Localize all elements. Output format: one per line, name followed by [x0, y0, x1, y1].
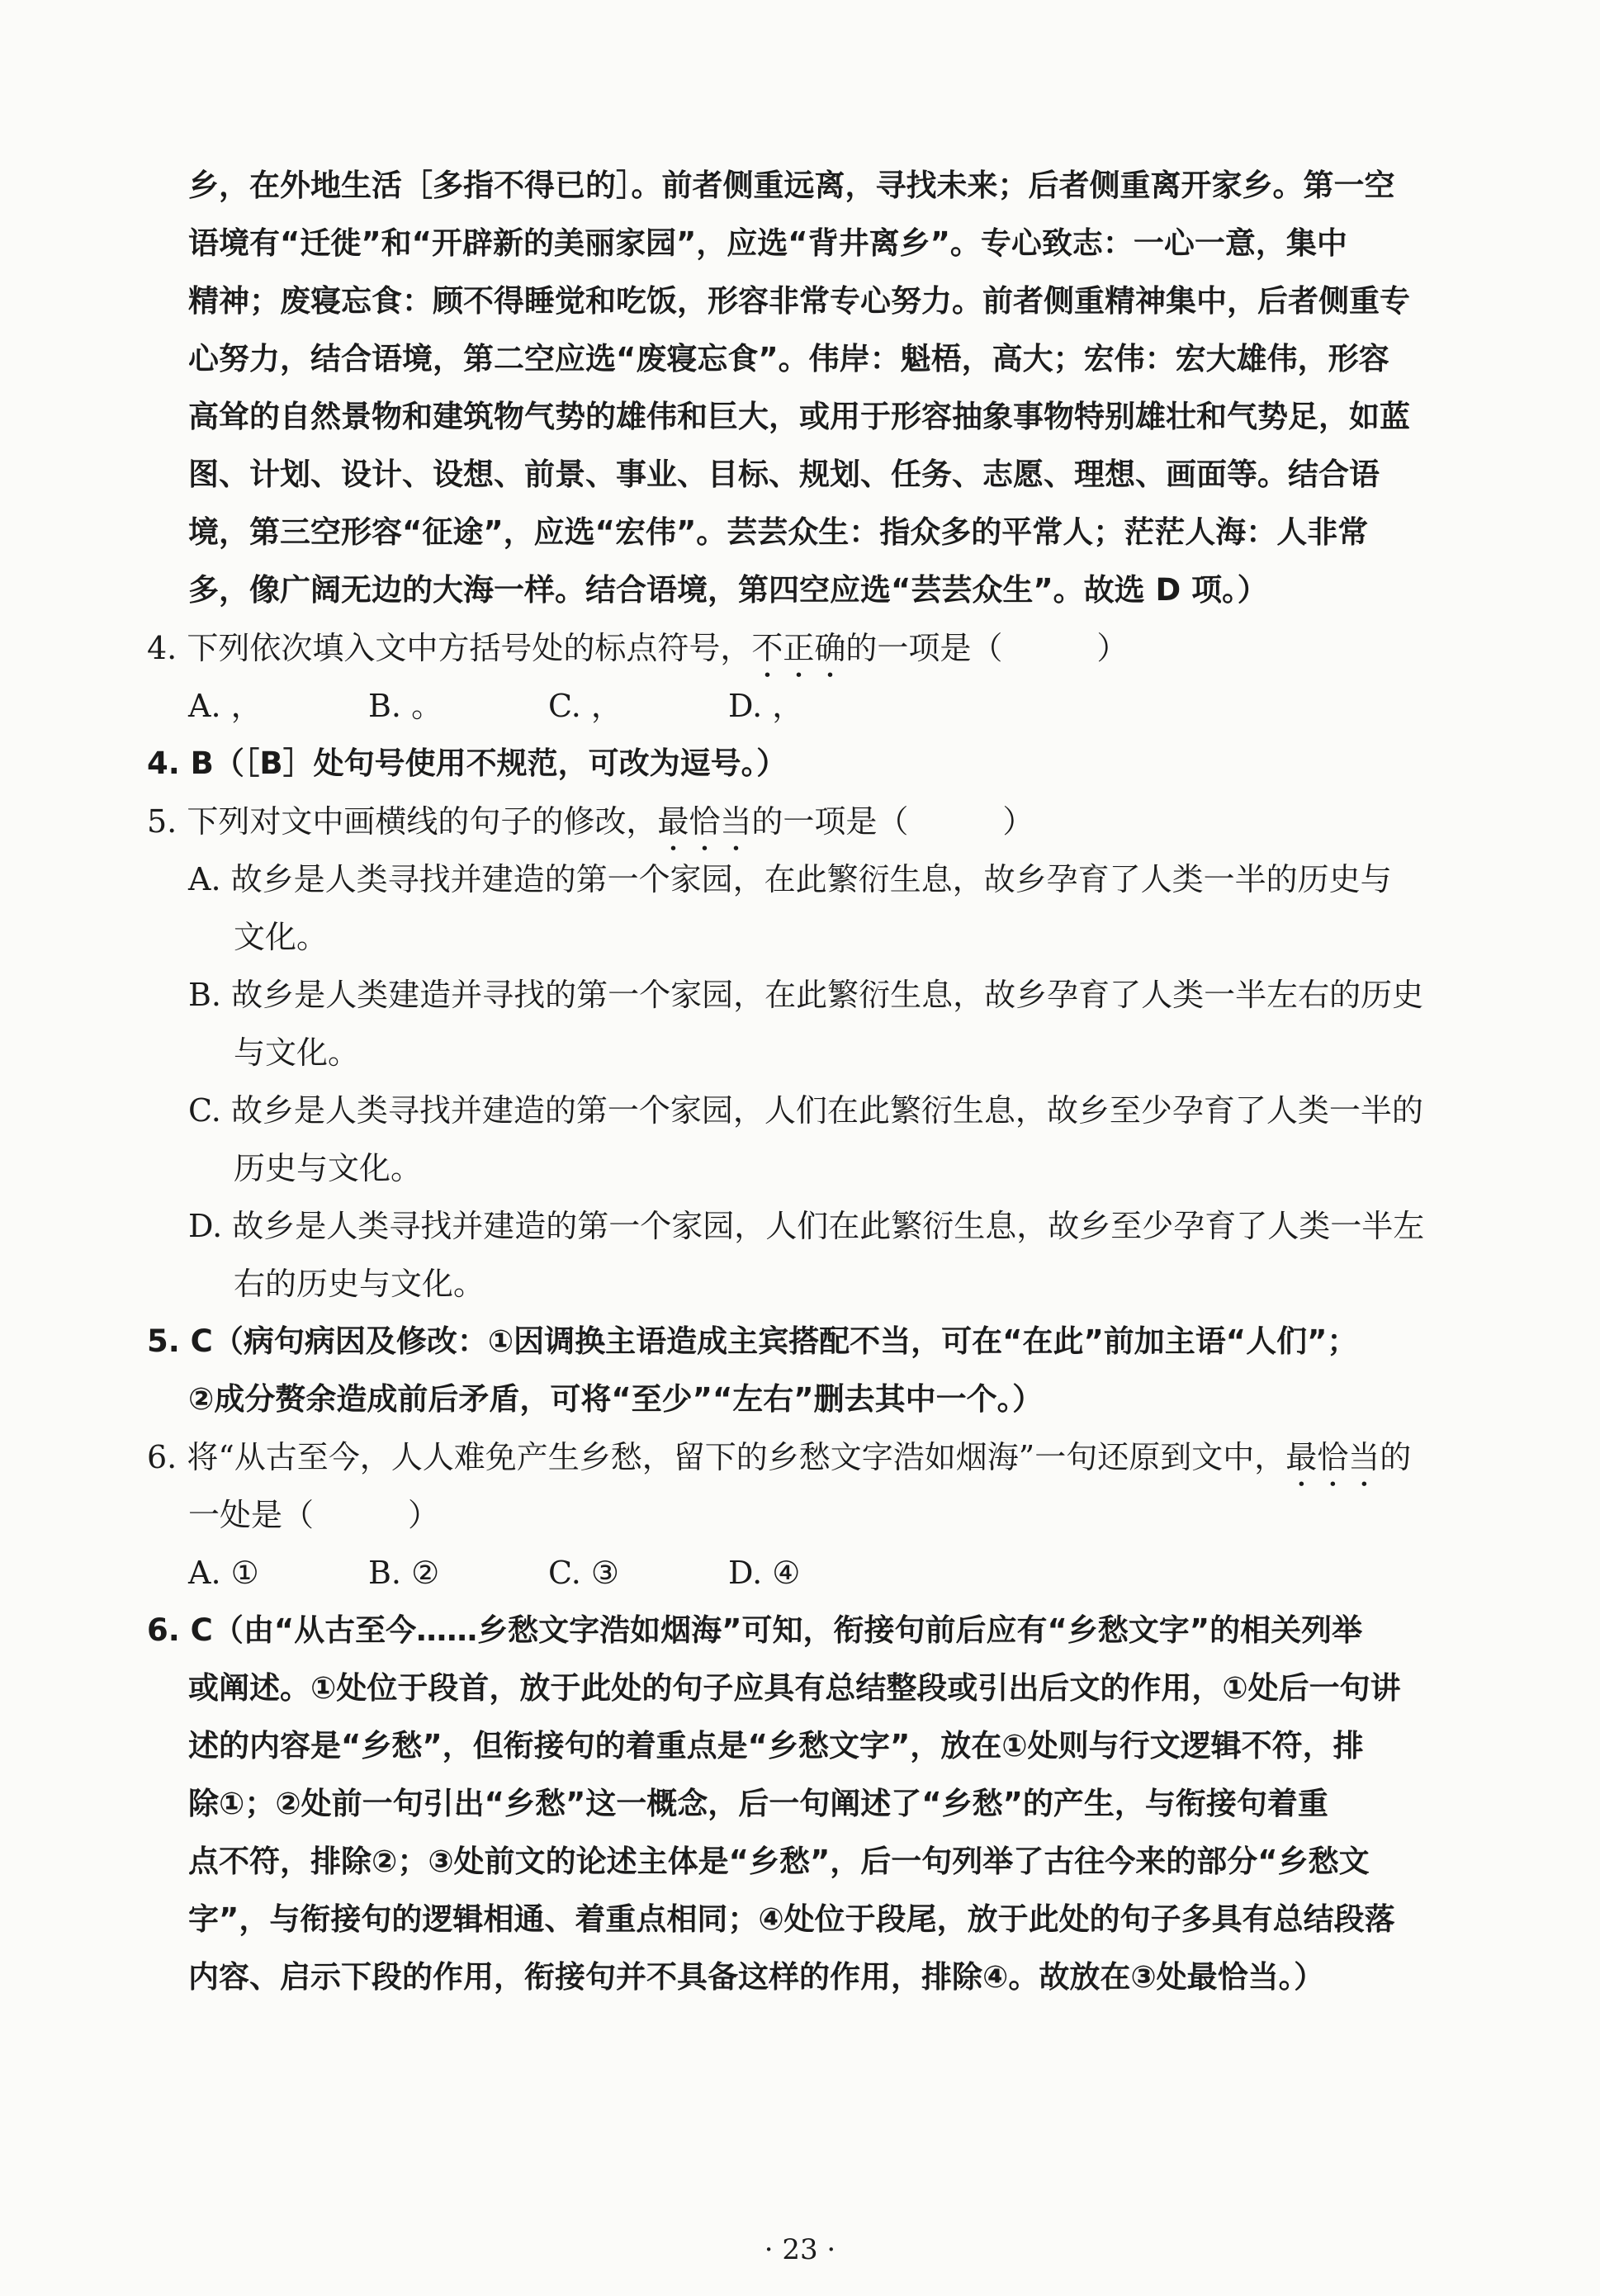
text-line: 心努力，结合语境，第二空应选“废寝忘食”。伟岸：魁梧，高大；宏伟：宏大雄伟，形容	[188, 341, 1389, 376]
option-d: D. ，	[728, 688, 804, 724]
question-6-answer-cont: 字”，与衔接句的逻辑相通、着重点相同；④处位于段尾，放于此处的句子多具有总结段落	[188, 1901, 1395, 1937]
question-6-stem-cont: 一处是（ ）	[188, 1497, 440, 1533]
option-b: B. 故乡是人类建造并寻找的第一个家园，在此繁衍生息，故乡孕育了人类一半左右的历史	[188, 977, 1424, 1013]
question-6-answer: 6. C（由“从古至今……乡愁文字浩如烟海”可知，衔接句前后应有“乡愁文字”的相关列举	[147, 1612, 1363, 1648]
option-b: B. 。	[368, 688, 443, 724]
option-b-cont: 与文化。	[234, 1034, 360, 1071]
question-6-stem	[147, 1437, 1411, 1478]
question-4-stem	[147, 627, 1128, 669]
option-a: A. ，	[188, 688, 263, 724]
option-c: C. 故乡是人类寻找并建造的第一个家园，人们在此繁衍生息，故乡至少孕育了人类一半的	[188, 1092, 1423, 1129]
option-a-cont: 文化。	[234, 919, 329, 955]
option-c: C. ，	[548, 688, 622, 724]
question-5-emphasis: 最恰当	[657, 803, 752, 840]
question-5-bracket: 的一项是（ ）	[751, 803, 1034, 840]
text-line: 图、计划、设计、设想、前景、事业、目标、规划、任务、志愿、理想、画面等。结合语	[188, 457, 1380, 492]
text-line: 语境有“迁徙”和“开辟新的美丽家园”，应选“背井离乡”。专心致志：一心一意，集中	[188, 225, 1347, 261]
text-line: 境，第三空形容“征途”，应选“宏伟”。芸芸众生：指众多的平常人；茫茫人海：人非常	[188, 514, 1369, 550]
question-5-answer: 5. C（病句病因及修改：①因调换主语造成主宾搭配不当，可在“在此”前加主语“人们”；	[147, 1323, 1358, 1359]
question-5-answer-cont: ②成分赘余造成前后矛盾，可将“至少”“左右”删去其中一个。）	[188, 1381, 1044, 1417]
question-6-answer-cont: 除①；②处前一句引出“乡愁”这一概念，后一句阐述了“乡愁”的产生，与衔接句着重	[188, 1786, 1328, 1821]
question-4-emphasis: 不正确	[751, 630, 846, 666]
option-a: A. ①	[188, 1555, 259, 1591]
text-line: 乡，在外地生活［多指不得已的］。前者侧重远离，寻找未来；后者侧重离开家乡。第一空	[188, 168, 1395, 203]
question-6-text-end: 的	[1380, 1439, 1412, 1475]
text-line: 高耸的自然景物和建筑物气势的雄伟和巨大，或用于形容抽象事物特别雄壮和气势足，如蓝	[188, 399, 1410, 434]
question-6-answer-cont: 或阐述。①处位于段首，放于此处的句子应具有总结整段或引出后文的作用，①处后一句讲	[188, 1670, 1401, 1706]
option-c-cont: 历史与文化。	[234, 1150, 423, 1186]
question-6-answer-cont: 内容、启示下段的作用，衔接句并不具备这样的作用，排除④。故放在③处最恰当。）	[188, 1959, 1325, 1995]
option-d-cont: 右的历史与文化。	[234, 1266, 485, 1302]
option-b: B. ②	[368, 1555, 440, 1591]
option-d: D. 故乡是人类寻找并建造的第一个家园，人们在此繁衍生息，故乡至少孕育了人类一半左	[188, 1208, 1425, 1244]
option-d: D. ④	[728, 1555, 801, 1591]
question-4-answer: 4. B（［B］处句号使用不规范，可改为逗号。）	[147, 746, 788, 781]
question-6-answer-cont: 述的内容是“乡愁”，但衔接句的着重点是“乡愁文字”，放在①处则与行文逻辑不符，排	[188, 1728, 1364, 1763]
option-c: C. ③	[548, 1555, 619, 1591]
page-number: · 23 ·	[764, 2233, 836, 2266]
question-4-bracket: 的一项是（ ）	[845, 630, 1129, 666]
question-6-text: 6. 将“从古至今，人人难免产生乡愁，留下的乡愁文字浩如烟海”一句还原到文中，	[147, 1439, 1286, 1475]
question-6-emphasis: 最恰当	[1285, 1439, 1380, 1475]
question-5-stem	[147, 801, 1034, 842]
question-6-answer-cont: 点不符，排除②；③处前文的论述主体是“乡愁”，后一句列举了古往今来的部分“乡愁文	[188, 1844, 1370, 1879]
question-4-text: 4. 下列依次填入文中方括号处的标点符号，	[147, 630, 752, 666]
question-5-text: 5. 下列对文中画横线的句子的修改，	[147, 803, 658, 840]
text-line: 多，像广阔无边的大海一样。结合语境，第四空应选“芸芸众生”。故选 D 项。）	[188, 572, 1268, 608]
text-line: 精神；废寝忘食：顾不得睡觉和吃饭，形容非常专心努力。前者侧重精神集中，后者侧重专	[188, 283, 1410, 319]
question-6-options	[188, 1552, 908, 1593]
option-a: A. 故乡是人类寻找并建造的第一个家园，在此繁衍生息，故乡孕育了人类一半的历史与	[188, 861, 1392, 897]
question-4-options	[188, 685, 908, 727]
